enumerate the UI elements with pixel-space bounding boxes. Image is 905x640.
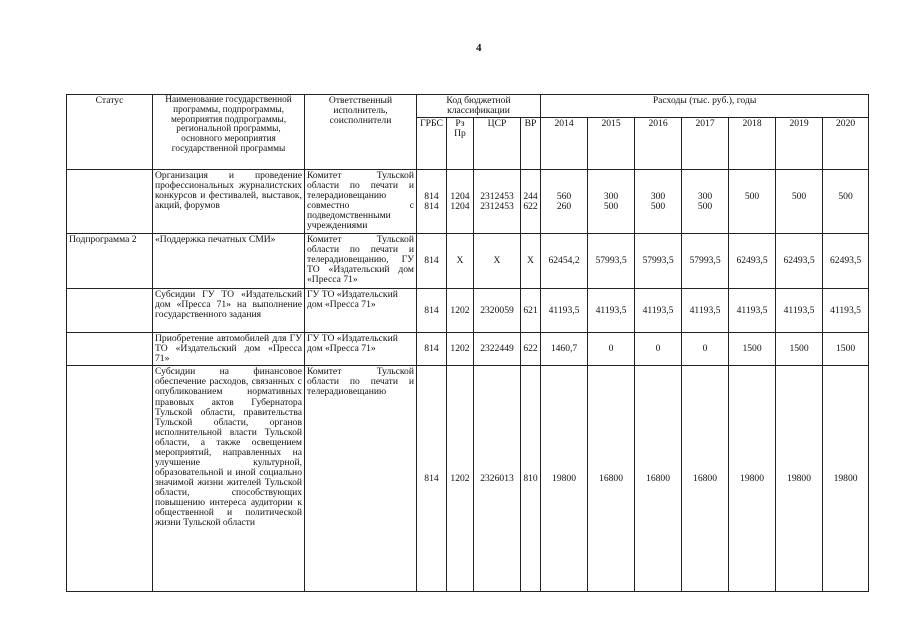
row-amount: 19800: [823, 366, 869, 592]
row-rzpr: 1202: [447, 333, 474, 366]
row-executor: ГУ ТО «Издательский дом «Пресса 71»: [305, 333, 417, 366]
grbs-value: 814 814: [424, 190, 439, 212]
row-amount: 41193,5: [588, 289, 635, 333]
amount-value: 500: [791, 191, 807, 203]
header-executor: Ответственный исполнитель, соисполнители: [305, 95, 417, 170]
row-vr: Х: [521, 234, 541, 289]
header-expenses: Расходы (тыс. руб.), годы: [541, 95, 869, 118]
row-amount: [682, 170, 729, 234]
row-amount: 57993,5: [635, 234, 682, 289]
row-executor: Комитет Тульской области по печати и телерадиовещанию совместно с подведомственными учреждениями: [305, 170, 417, 234]
row-amount: 0: [682, 333, 729, 366]
header-year: 2019: [776, 118, 823, 170]
row-amount: 41193,5: [635, 289, 682, 333]
row-amount: 16800: [588, 366, 635, 592]
header-vr: ВР: [521, 118, 541, 170]
row-amount: [729, 170, 776, 234]
row-amount: [635, 170, 682, 234]
row-amount: 62493,5: [823, 234, 869, 289]
header-year: 2018: [729, 118, 776, 170]
amount-value: 300 500: [650, 190, 666, 212]
header-name: Наименование государственной программы, подпрограммы, мероприятия подпрограммы, региональной программы, основного мероприятия государственной программы: [153, 95, 305, 170]
header-year: 2017: [682, 118, 729, 170]
table-row: [67, 234, 869, 289]
header-budget-code: Код бюджетной классификации: [417, 95, 541, 118]
row-amount: 62493,5: [776, 234, 823, 289]
header-status: Статус: [67, 95, 153, 170]
page-number: 4: [476, 42, 482, 54]
row-amount: 57993,5: [588, 234, 635, 289]
amount-value: 300 500: [603, 190, 619, 212]
row-amount: 19800: [776, 366, 823, 592]
row-amount: 62493,5: [729, 234, 776, 289]
row-executor: Комитет Тульской области по печати и телерадиовещанию: [305, 366, 417, 592]
row-status: [67, 333, 153, 366]
row-amount: 41193,5: [823, 289, 869, 333]
row-vr: 622: [521, 333, 541, 366]
row-csr: 2322449: [474, 333, 521, 366]
row-amount: 57993,5: [682, 234, 729, 289]
row-csr: 2326013: [474, 366, 521, 592]
row-grbs: 814: [417, 366, 447, 592]
amount-value: 500: [744, 191, 760, 203]
header-year: 2015: [588, 118, 635, 170]
amount-value: 500: [838, 191, 853, 203]
row-amount: 16800: [635, 366, 682, 592]
row-rzpr: [447, 170, 474, 234]
table-row: [67, 333, 869, 366]
row-amount: [776, 170, 823, 234]
row-amount: 1460,7: [541, 333, 588, 366]
row-rzpr: 1202: [447, 366, 474, 592]
row-name: Приобретение автомобилей для ГУ ТО «Издательский дом «Пресса 71»: [153, 333, 305, 366]
csr-value: 2312453 2312453: [480, 190, 514, 212]
row-amount: 62454,2: [541, 234, 588, 289]
row-amount: 41193,5: [776, 289, 823, 333]
table-row: [67, 289, 869, 333]
row-rzpr: Х: [447, 234, 474, 289]
row-csr: Х: [474, 234, 521, 289]
budget-table: [66, 94, 869, 592]
row-amount: 41193,5: [729, 289, 776, 333]
row-grbs: 814: [417, 333, 447, 366]
row-name: Субсидии ГУ ТО «Издательский дом «Пресса 71» на выполнение государственного задания: [153, 289, 305, 333]
vr-value: 244 622: [523, 190, 538, 212]
row-amount: 1500: [776, 333, 823, 366]
row-amount: [588, 170, 635, 234]
row-status: [67, 170, 153, 234]
row-csr: [474, 170, 521, 234]
row-vr: 621: [521, 289, 541, 333]
row-vr: 810: [521, 366, 541, 592]
row-executor: ГУ ТО «Издательский дом «Пресса 71»: [305, 289, 417, 333]
row-amount: 0: [635, 333, 682, 366]
header-year: 2014: [541, 118, 588, 170]
row-amount: 1500: [729, 333, 776, 366]
row-grbs: 814: [417, 234, 447, 289]
row-name: Организация и проведение профессиональных журналистских конкурсов и фестивалей, выставок, акций, форумов: [153, 170, 305, 234]
row-vr: [521, 170, 541, 234]
row-executor: Комитет Тульской области по печати и телерадиовещанию, ГУ ТО «Издательский дом «Пресса 71»: [305, 234, 417, 289]
row-amount: [541, 170, 588, 234]
header-rzpr: Рз Пр: [447, 118, 474, 170]
row-amount: 0: [588, 333, 635, 366]
row-amount: 41193,5: [682, 289, 729, 333]
row-amount: 19800: [541, 366, 588, 592]
row-name: Субсидии на финансовое обеспечение расходов, связанных с опубликованием нормативных правовых актов Губернатора Тульской области, правительства Тульской области, органов исполнительной власти Тульской области, а также освещением мероприятий, направленных на улучшение культурной, образовательной и иной социально значимой жизни жителей Тульской области, способствующих повышению интереса аудитории к общественной и политической жизни Тульской области: [153, 366, 305, 592]
header-year: 2016: [635, 118, 682, 170]
row-grbs: 814: [417, 289, 447, 333]
row-grbs: [417, 170, 447, 234]
header-grbs: ГРБС: [417, 118, 447, 170]
row-amount: 16800: [682, 366, 729, 592]
row-amount: 41193,5: [541, 289, 588, 333]
header-csr: ЦСР: [474, 118, 521, 170]
row-amount: 19800: [729, 366, 776, 592]
row-status: Подпрограмма 2: [67, 234, 153, 289]
row-status: [67, 289, 153, 333]
row-status: [67, 366, 153, 592]
row-amount: [823, 170, 869, 234]
row-name: «Поддержка печатных СМИ»: [153, 234, 305, 289]
table-row: [67, 170, 869, 234]
row-rzpr: 1202: [447, 289, 474, 333]
amount-value: 300 500: [697, 190, 713, 212]
row-csr: 2320059: [474, 289, 521, 333]
row-amount: 1500: [823, 333, 869, 366]
table-row: [67, 366, 869, 592]
amount-value: 560 260: [556, 190, 572, 212]
header-year: 2020: [823, 118, 869, 170]
rzpr-value: 1204 1204: [450, 190, 470, 212]
